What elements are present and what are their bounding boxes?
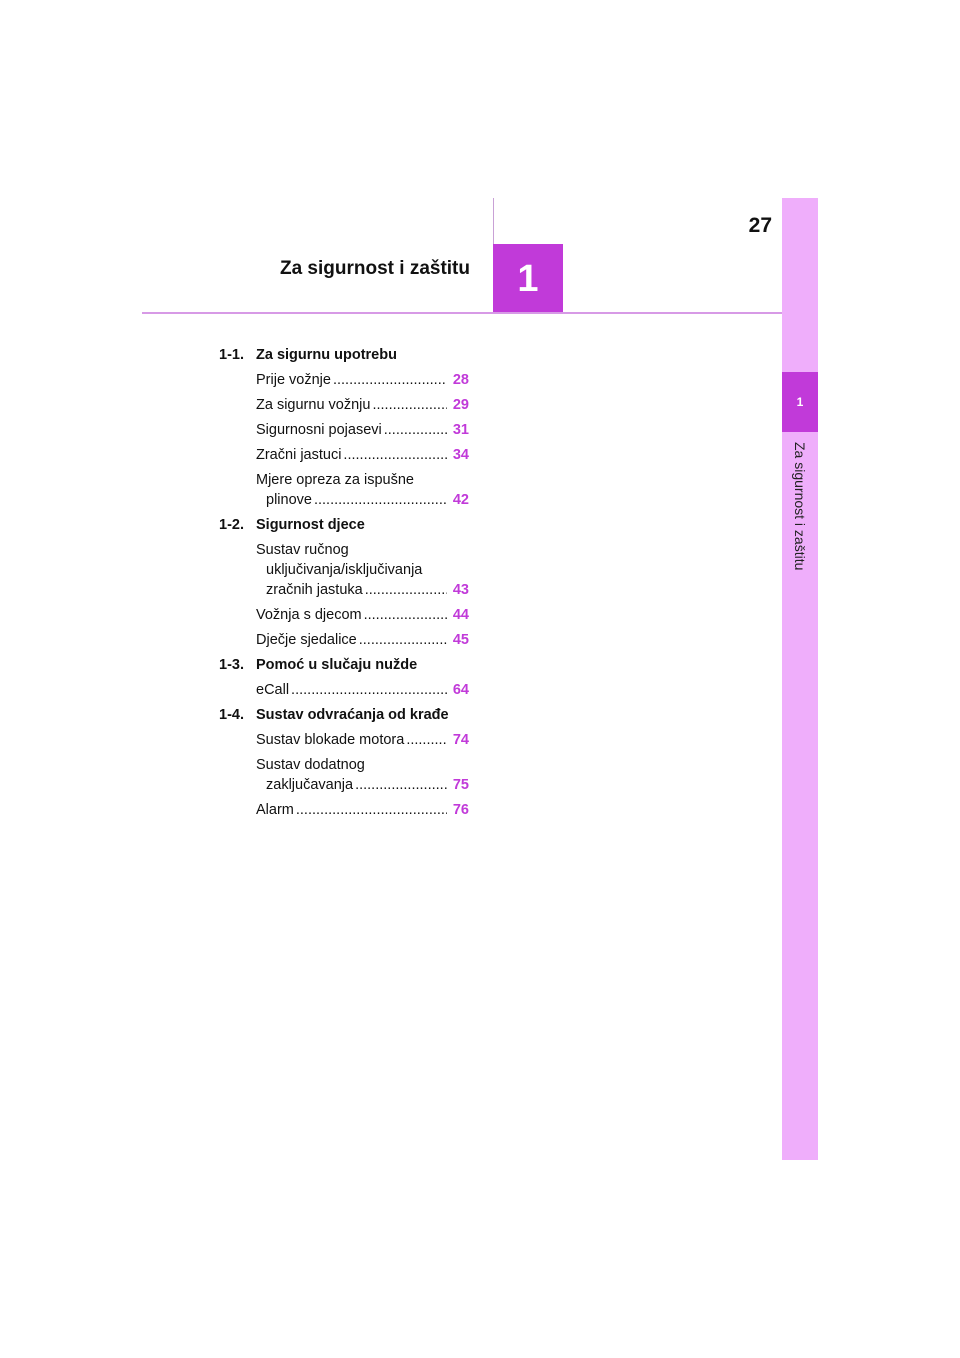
section-title: Za sigurnu upotrebu [256, 347, 397, 363]
leader-dots [314, 490, 447, 510]
header-divider [493, 198, 494, 246]
leader-dots [291, 680, 447, 700]
entry-text: eCall [256, 682, 290, 698]
section-title: Pomoć u slučaju nužde [256, 657, 418, 673]
section-number: 1-2. [219, 517, 244, 533]
toc-entry[interactable] [256, 470, 469, 510]
entry-page[interactable]: 76 [452, 802, 469, 818]
entry-page[interactable]: 64 [452, 682, 469, 698]
leader-dots [359, 630, 447, 650]
toc-section [219, 705, 469, 725]
entry-page[interactable]: 45 [452, 632, 469, 648]
entry-text: Sustav blokade motora [256, 732, 405, 748]
entry-text: Sigurnosni pojasevi [256, 422, 382, 438]
side-tab-chapter-number[interactable]: 1 [782, 372, 818, 432]
entry-text-line: uključivanja/isključivanja [266, 562, 423, 578]
entry-text: Vožnja s djecom [256, 607, 362, 623]
leader-dots [343, 445, 447, 465]
entry-text: plinove [266, 492, 312, 508]
toc-entry[interactable] [256, 630, 469, 650]
entry-page[interactable]: 34 [452, 447, 469, 463]
leader-dots [372, 395, 447, 415]
section-title: Sustav odvraćanja od krađe [256, 707, 449, 723]
entry-text: Prije vožnje [256, 372, 331, 388]
leader-dots [333, 370, 447, 390]
header-rule [142, 312, 782, 314]
entry-page[interactable]: 42 [452, 492, 469, 508]
toc-section [219, 515, 469, 535]
side-tab [782, 198, 818, 1160]
entry-page[interactable]: 44 [452, 607, 469, 623]
chapter-number: 1 [493, 244, 563, 314]
entry-page[interactable]: 28 [452, 372, 469, 388]
table-of-contents [219, 345, 469, 825]
entry-page[interactable]: 74 [452, 732, 469, 748]
entry-page[interactable]: 75 [452, 777, 469, 793]
leader-dots [296, 800, 447, 820]
toc-entry[interactable] [256, 540, 469, 600]
toc-entry[interactable] [256, 395, 469, 415]
leader-dots [355, 775, 447, 795]
entry-text: Dječje sjedalice [256, 632, 357, 648]
section-number: 1-3. [219, 657, 244, 673]
toc-section [219, 345, 469, 365]
toc-entry[interactable] [256, 730, 469, 750]
toc-entry[interactable] [256, 605, 469, 625]
section-number: 1-1. [219, 347, 244, 363]
entry-text: Za sigurnu vožnju [256, 397, 371, 413]
side-tab-label: Za sigurnost i zaštitu [792, 442, 808, 571]
leader-dots [406, 730, 447, 750]
leader-dots [384, 420, 447, 440]
entry-text: zaključavanja [266, 777, 354, 793]
entry-page[interactable]: 31 [452, 422, 469, 438]
toc-entry[interactable] [256, 755, 469, 795]
leader-dots [364, 605, 447, 625]
entry-text: Alarm [256, 802, 294, 818]
leader-dots [365, 580, 447, 600]
section-title: Sigurnost djece [256, 517, 365, 533]
entry-text-line: Sustav ručnog [256, 542, 349, 558]
entry-text: Zračni jastuci [256, 447, 342, 463]
toc-entry[interactable] [256, 420, 469, 440]
entry-page[interactable]: 43 [452, 582, 469, 598]
section-number: 1-4. [219, 707, 244, 723]
toc-section [219, 655, 469, 675]
entry-text: zračnih jastuka [266, 582, 363, 598]
toc-entry[interactable] [256, 370, 469, 390]
entry-text-line: Mjere opreza za ispušne [256, 472, 414, 488]
entry-text-line: Sustav dodatnog [256, 757, 365, 773]
page-number: 27 [748, 214, 772, 237]
toc-entry[interactable] [256, 680, 469, 700]
toc-entry[interactable] [256, 445, 469, 465]
chapter-title: Za sigurnost i zaštitu [279, 258, 470, 279]
toc-entry[interactable] [256, 800, 469, 820]
entry-page[interactable]: 29 [452, 397, 469, 413]
